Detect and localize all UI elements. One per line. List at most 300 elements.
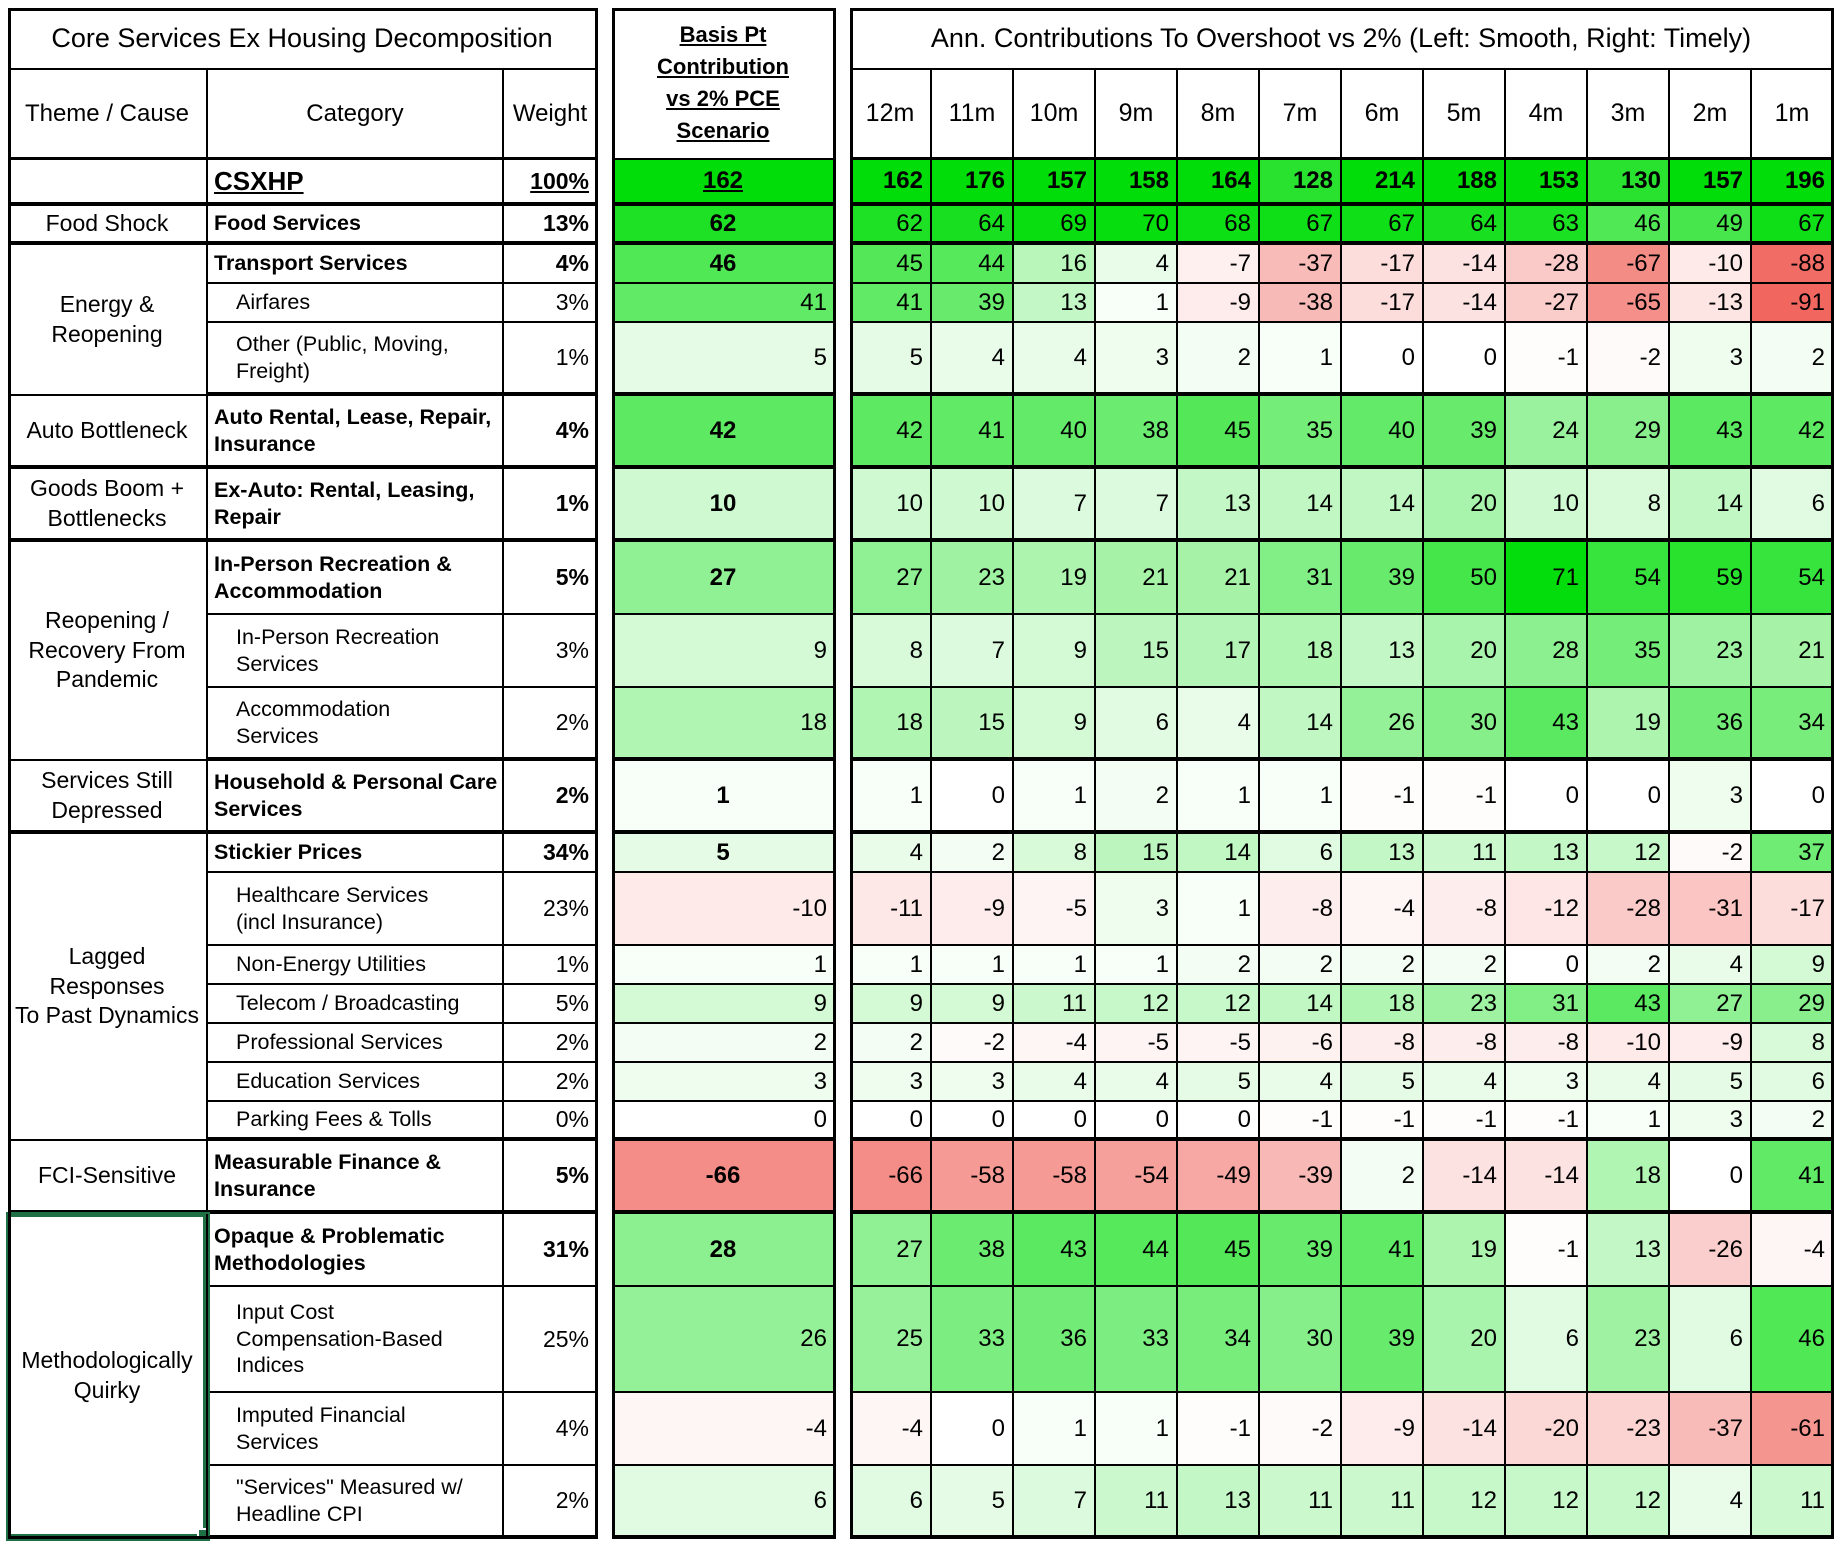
value-cell-stickier-prices-5m[interactable]: 11 (1424, 834, 1506, 873)
value-cell-professional-services-3m[interactable]: -10 (1588, 1024, 1670, 1063)
value-cell-input-cost-compensation-based-indices-3m[interactable]: 23 (1588, 1287, 1670, 1393)
value-cell-airfares-1m[interactable]: -91 (1752, 284, 1834, 323)
value-cell-telecom-broadcasting-2m[interactable]: 27 (1670, 985, 1752, 1024)
value-cell-healthcare-services-incl-insurance-5m[interactable]: -8 (1424, 873, 1506, 946)
theme-cell-food-shock[interactable] (8, 206, 208, 245)
basis-cell-stickier-prices[interactable]: 5 (612, 834, 836, 873)
basis-cell-transport-services[interactable]: 46 (612, 245, 836, 284)
weight-cell-in-person-recreation-services[interactable]: 3% (504, 615, 598, 688)
value-cell-in-person-recreation-services-12m[interactable]: 8 (850, 615, 932, 688)
value-cell-imputed-financial-services-4m[interactable]: -20 (1506, 1393, 1588, 1466)
theme-cell-fci-sensitive[interactable] (8, 1141, 208, 1214)
value-cell-measurable-finance-insurance-1m[interactable]: 41 (1752, 1141, 1834, 1214)
category-cell-imputed-financial-services[interactable] (208, 1393, 504, 1466)
value-cell-parking-fees-tolls-8m[interactable]: 0 (1178, 1102, 1260, 1141)
value-cell-professional-services-6m[interactable]: -8 (1342, 1024, 1424, 1063)
value-cell-services-measured-w-headline-cpi-7m[interactable]: 11 (1260, 1466, 1342, 1539)
value-cell-input-cost-compensation-based-indices-6m[interactable]: 39 (1342, 1287, 1424, 1393)
value-cell-household-personal-care-services-12m[interactable]: 1 (850, 761, 932, 834)
value-cell-csxhp-2m[interactable]: 157 (1670, 160, 1752, 206)
value-cell-csxhp-11m[interactable]: 176 (932, 160, 1014, 206)
value-cell-telecom-broadcasting-8m[interactable]: 12 (1178, 985, 1260, 1024)
theme-cell-methodologically-quirky[interactable] (8, 1214, 208, 1539)
value-cell-opaque-problematic-methodologies-12m[interactable]: 27 (850, 1214, 932, 1287)
value-cell-services-measured-w-headline-cpi-8m[interactable]: 13 (1178, 1466, 1260, 1539)
value-cell-transport-services-6m[interactable]: -17 (1342, 245, 1424, 284)
value-cell-in-person-recreation-accommodation-6m[interactable]: 39 (1342, 542, 1424, 615)
value-cell-non-energy-utilities-5m[interactable]: 2 (1424, 946, 1506, 985)
value-cell-food-services-3m[interactable]: 46 (1588, 206, 1670, 245)
value-cell-non-energy-utilities-1m[interactable]: 9 (1752, 946, 1834, 985)
value-cell-stickier-prices-7m[interactable]: 6 (1260, 834, 1342, 873)
basis-cell-input-cost-compensation-based-indices[interactable]: 26 (612, 1287, 836, 1393)
value-cell-measurable-finance-insurance-12m[interactable]: -66 (850, 1141, 932, 1214)
value-cell-household-personal-care-services-4m[interactable]: 0 (1506, 761, 1588, 834)
value-cell-other-public-moving-freight-4m[interactable]: -1 (1506, 323, 1588, 396)
value-cell-measurable-finance-insurance-7m[interactable]: -39 (1260, 1141, 1342, 1214)
theme-cell-auto-bottleneck[interactable] (8, 396, 208, 469)
value-cell-airfares-6m[interactable]: -17 (1342, 284, 1424, 323)
value-cell-measurable-finance-insurance-3m[interactable]: 18 (1588, 1141, 1670, 1214)
weight-cell-parking-fees-tolls[interactable]: 0% (504, 1102, 598, 1141)
value-cell-in-person-recreation-services-4m[interactable]: 28 (1506, 615, 1588, 688)
value-cell-input-cost-compensation-based-indices-7m[interactable]: 30 (1260, 1287, 1342, 1393)
value-cell-csxhp-3m[interactable]: 130 (1588, 160, 1670, 206)
value-cell-auto-rental-lease-repair-insurance-8m[interactable]: 45 (1178, 396, 1260, 469)
value-cell-parking-fees-tolls-4m[interactable]: -1 (1506, 1102, 1588, 1141)
category-cell-other-public-moving-freight[interactable] (208, 323, 504, 396)
value-cell-services-measured-w-headline-cpi-3m[interactable]: 12 (1588, 1466, 1670, 1539)
value-cell-education-services-8m[interactable]: 5 (1178, 1063, 1260, 1102)
theme-cell-services-still-depressed[interactable] (8, 761, 208, 834)
basis-cell-food-services[interactable]: 62 (612, 206, 836, 245)
category-cell-opaque-problematic-methodologies[interactable] (208, 1214, 504, 1287)
value-cell-airfares-7m[interactable]: -38 (1260, 284, 1342, 323)
value-cell-opaque-problematic-methodologies-1m[interactable]: -4 (1752, 1214, 1834, 1287)
value-cell-stickier-prices-11m[interactable]: 2 (932, 834, 1014, 873)
value-cell-imputed-financial-services-12m[interactable]: -4 (850, 1393, 932, 1466)
category-cell-food-services[interactable] (208, 206, 504, 245)
value-cell-in-person-recreation-accommodation-1m[interactable]: 54 (1752, 542, 1834, 615)
theme-cell-reopening-recovery-from-pandemic[interactable] (8, 542, 208, 761)
month-header-3m[interactable]: 3m (1588, 70, 1670, 160)
value-cell-imputed-financial-services-2m[interactable]: -37 (1670, 1393, 1752, 1466)
header-weight[interactable] (504, 70, 598, 160)
value-cell-parking-fees-tolls-6m[interactable]: -1 (1342, 1102, 1424, 1141)
value-cell-in-person-recreation-services-7m[interactable]: 18 (1260, 615, 1342, 688)
value-cell-other-public-moving-freight-1m[interactable]: 2 (1752, 323, 1834, 396)
weight-cell-food-services[interactable]: 13% (504, 206, 598, 245)
value-cell-professional-services-1m[interactable]: 8 (1752, 1024, 1834, 1063)
value-cell-services-measured-w-headline-cpi-10m[interactable]: 7 (1014, 1466, 1096, 1539)
value-cell-household-personal-care-services-6m[interactable]: -1 (1342, 761, 1424, 834)
value-cell-auto-rental-lease-repair-insurance-2m[interactable]: 43 (1670, 396, 1752, 469)
value-cell-opaque-problematic-methodologies-3m[interactable]: 13 (1588, 1214, 1670, 1287)
value-cell-non-energy-utilities-8m[interactable]: 2 (1178, 946, 1260, 985)
value-cell-parking-fees-tolls-11m[interactable]: 0 (932, 1102, 1014, 1141)
value-cell-transport-services-1m[interactable]: -88 (1752, 245, 1834, 284)
value-cell-measurable-finance-insurance-10m[interactable]: -58 (1014, 1141, 1096, 1214)
basis-cell-ex-auto-rental-leasing-repair[interactable]: 10 (612, 469, 836, 542)
weight-cell-csxhp[interactable]: 100% (504, 160, 598, 206)
value-cell-food-services-6m[interactable]: 67 (1342, 206, 1424, 245)
weight-cell-airfares[interactable]: 3% (504, 284, 598, 323)
value-cell-airfares-4m[interactable]: -27 (1506, 284, 1588, 323)
value-cell-stickier-prices-12m[interactable]: 4 (850, 834, 932, 873)
value-cell-services-measured-w-headline-cpi-12m[interactable]: 6 (850, 1466, 932, 1539)
value-cell-services-measured-w-headline-cpi-9m[interactable]: 11 (1096, 1466, 1178, 1539)
value-cell-ex-auto-rental-leasing-repair-5m[interactable]: 20 (1424, 469, 1506, 542)
value-cell-opaque-problematic-methodologies-9m[interactable]: 44 (1096, 1214, 1178, 1287)
value-cell-healthcare-services-incl-insurance-1m[interactable]: -17 (1752, 873, 1834, 946)
theme-cell-goods-boom-bottlenecks[interactable] (8, 469, 208, 542)
value-cell-other-public-moving-freight-2m[interactable]: 3 (1670, 323, 1752, 396)
value-cell-non-energy-utilities-6m[interactable]: 2 (1342, 946, 1424, 985)
value-cell-other-public-moving-freight-12m[interactable]: 5 (850, 323, 932, 396)
value-cell-professional-services-9m[interactable]: -5 (1096, 1024, 1178, 1063)
value-cell-accommodation-services-6m[interactable]: 26 (1342, 688, 1424, 761)
value-cell-education-services-4m[interactable]: 3 (1506, 1063, 1588, 1102)
value-cell-professional-services-12m[interactable]: 2 (850, 1024, 932, 1063)
basis-cell-healthcare-services-incl-insurance[interactable]: -10 (612, 873, 836, 946)
value-cell-non-energy-utilities-10m[interactable]: 1 (1014, 946, 1096, 985)
basis-cell-professional-services[interactable]: 2 (612, 1024, 836, 1063)
value-cell-in-person-recreation-accommodation-7m[interactable]: 31 (1260, 542, 1342, 615)
value-cell-professional-services-4m[interactable]: -8 (1506, 1024, 1588, 1063)
theme-cell-energy-reopening[interactable] (8, 245, 208, 396)
value-cell-food-services-10m[interactable]: 69 (1014, 206, 1096, 245)
month-header-11m[interactable]: 11m (932, 70, 1014, 160)
value-cell-imputed-financial-services-3m[interactable]: -23 (1588, 1393, 1670, 1466)
value-cell-telecom-broadcasting-9m[interactable]: 12 (1096, 985, 1178, 1024)
weight-cell-input-cost-compensation-based-indices[interactable]: 25% (504, 1287, 598, 1393)
basis-cell-csxhp[interactable]: 162 (612, 160, 836, 206)
basis-cell-parking-fees-tolls[interactable]: 0 (612, 1102, 836, 1141)
value-cell-auto-rental-lease-repair-insurance-5m[interactable]: 39 (1424, 396, 1506, 469)
value-cell-csxhp-1m[interactable]: 196 (1752, 160, 1834, 206)
value-cell-transport-services-8m[interactable]: -7 (1178, 245, 1260, 284)
value-cell-non-energy-utilities-12m[interactable]: 1 (850, 946, 932, 985)
value-cell-airfares-3m[interactable]: -65 (1588, 284, 1670, 323)
value-cell-services-measured-w-headline-cpi-4m[interactable]: 12 (1506, 1466, 1588, 1539)
month-header-5m[interactable]: 5m (1424, 70, 1506, 160)
value-cell-non-energy-utilities-4m[interactable]: 0 (1506, 946, 1588, 985)
category-cell-household-personal-care-services[interactable] (208, 761, 504, 834)
value-cell-healthcare-services-incl-insurance-11m[interactable]: -9 (932, 873, 1014, 946)
weight-cell-household-personal-care-services[interactable]: 2% (504, 761, 598, 834)
value-cell-telecom-broadcasting-3m[interactable]: 43 (1588, 985, 1670, 1024)
value-cell-csxhp-12m[interactable]: 162 (850, 160, 932, 206)
value-cell-healthcare-services-incl-insurance-6m[interactable]: -4 (1342, 873, 1424, 946)
category-cell-transport-services[interactable] (208, 245, 504, 284)
weight-cell-transport-services[interactable]: 4% (504, 245, 598, 284)
value-cell-stickier-prices-6m[interactable]: 13 (1342, 834, 1424, 873)
value-cell-airfares-2m[interactable]: -13 (1670, 284, 1752, 323)
value-cell-in-person-recreation-services-3m[interactable]: 35 (1588, 615, 1670, 688)
value-cell-auto-rental-lease-repair-insurance-1m[interactable]: 42 (1752, 396, 1834, 469)
weight-cell-stickier-prices[interactable]: 34% (504, 834, 598, 873)
weight-cell-telecom-broadcasting[interactable]: 5% (504, 985, 598, 1024)
value-cell-opaque-problematic-methodologies-8m[interactable]: 45 (1178, 1214, 1260, 1287)
value-cell-parking-fees-tolls-9m[interactable]: 0 (1096, 1102, 1178, 1141)
value-cell-education-services-9m[interactable]: 4 (1096, 1063, 1178, 1102)
value-cell-stickier-prices-1m[interactable]: 37 (1752, 834, 1834, 873)
value-cell-household-personal-care-services-11m[interactable]: 0 (932, 761, 1014, 834)
month-header-9m[interactable]: 9m (1096, 70, 1178, 160)
weight-cell-healthcare-services-incl-insurance[interactable]: 23% (504, 873, 598, 946)
value-cell-healthcare-services-incl-insurance-12m[interactable]: -11 (850, 873, 932, 946)
header-theme-cause[interactable] (8, 70, 208, 160)
value-cell-stickier-prices-8m[interactable]: 14 (1178, 834, 1260, 873)
value-cell-imputed-financial-services-6m[interactable]: -9 (1342, 1393, 1424, 1466)
value-cell-parking-fees-tolls-12m[interactable]: 0 (850, 1102, 932, 1141)
category-cell-non-energy-utilities[interactable] (208, 946, 504, 985)
weight-cell-education-services[interactable]: 2% (504, 1063, 598, 1102)
value-cell-education-services-7m[interactable]: 4 (1260, 1063, 1342, 1102)
basis-cell-airfares[interactable]: 41 (612, 284, 836, 323)
value-cell-accommodation-services-7m[interactable]: 14 (1260, 688, 1342, 761)
value-cell-airfares-12m[interactable]: 41 (850, 284, 932, 323)
value-cell-in-person-recreation-services-2m[interactable]: 23 (1670, 615, 1752, 688)
value-cell-parking-fees-tolls-10m[interactable]: 0 (1014, 1102, 1096, 1141)
basis-cell-services-measured-w-headline-cpi[interactable]: 6 (612, 1466, 836, 1539)
value-cell-household-personal-care-services-5m[interactable]: -1 (1424, 761, 1506, 834)
value-cell-household-personal-care-services-7m[interactable]: 1 (1260, 761, 1342, 834)
value-cell-household-personal-care-services-10m[interactable]: 1 (1014, 761, 1096, 834)
category-cell-services-measured-w-headline-cpi[interactable] (208, 1466, 504, 1539)
basis-cell-non-energy-utilities[interactable]: 1 (612, 946, 836, 985)
value-cell-in-person-recreation-services-8m[interactable]: 17 (1178, 615, 1260, 688)
value-cell-transport-services-5m[interactable]: -14 (1424, 245, 1506, 284)
value-cell-food-services-9m[interactable]: 70 (1096, 206, 1178, 245)
month-header-8m[interactable]: 8m (1178, 70, 1260, 160)
basis-cell-imputed-financial-services[interactable]: -4 (612, 1393, 836, 1466)
category-cell-parking-fees-tolls[interactable] (208, 1102, 504, 1141)
value-cell-food-services-12m[interactable]: 62 (850, 206, 932, 245)
value-cell-ex-auto-rental-leasing-repair-9m[interactable]: 7 (1096, 469, 1178, 542)
category-cell-airfares[interactable] (208, 284, 504, 323)
value-cell-ex-auto-rental-leasing-repair-11m[interactable]: 10 (932, 469, 1014, 542)
value-cell-ex-auto-rental-leasing-repair-1m[interactable]: 6 (1752, 469, 1834, 542)
category-cell-csxhp[interactable] (208, 160, 504, 206)
value-cell-transport-services-4m[interactable]: -28 (1506, 245, 1588, 284)
value-cell-non-energy-utilities-9m[interactable]: 1 (1096, 946, 1178, 985)
value-cell-imputed-financial-services-8m[interactable]: -1 (1178, 1393, 1260, 1466)
value-cell-healthcare-services-incl-insurance-3m[interactable]: -28 (1588, 873, 1670, 946)
value-cell-household-personal-care-services-1m[interactable]: 0 (1752, 761, 1834, 834)
value-cell-stickier-prices-4m[interactable]: 13 (1506, 834, 1588, 873)
value-cell-airfares-9m[interactable]: 1 (1096, 284, 1178, 323)
value-cell-input-cost-compensation-based-indices-12m[interactable]: 25 (850, 1287, 932, 1393)
value-cell-telecom-broadcasting-7m[interactable]: 14 (1260, 985, 1342, 1024)
value-cell-accommodation-services-5m[interactable]: 30 (1424, 688, 1506, 761)
value-cell-telecom-broadcasting-11m[interactable]: 9 (932, 985, 1014, 1024)
basis-cell-in-person-recreation-accommodation[interactable]: 27 (612, 542, 836, 615)
value-cell-other-public-moving-freight-3m[interactable]: -2 (1588, 323, 1670, 396)
value-cell-food-services-8m[interactable]: 68 (1178, 206, 1260, 245)
value-cell-imputed-financial-services-7m[interactable]: -2 (1260, 1393, 1342, 1466)
weight-cell-accommodation-services[interactable]: 2% (504, 688, 598, 761)
value-cell-ex-auto-rental-leasing-repair-10m[interactable]: 7 (1014, 469, 1096, 542)
value-cell-telecom-broadcasting-5m[interactable]: 23 (1424, 985, 1506, 1024)
value-cell-measurable-finance-insurance-9m[interactable]: -54 (1096, 1141, 1178, 1214)
value-cell-other-public-moving-freight-7m[interactable]: 1 (1260, 323, 1342, 396)
value-cell-other-public-moving-freight-9m[interactable]: 3 (1096, 323, 1178, 396)
value-cell-other-public-moving-freight-11m[interactable]: 4 (932, 323, 1014, 396)
value-cell-input-cost-compensation-based-indices-5m[interactable]: 20 (1424, 1287, 1506, 1393)
value-cell-accommodation-services-10m[interactable]: 9 (1014, 688, 1096, 761)
value-cell-measurable-finance-insurance-6m[interactable]: 2 (1342, 1141, 1424, 1214)
value-cell-csxhp-5m[interactable]: 188 (1424, 160, 1506, 206)
theme-cell-csxhp[interactable] (8, 160, 208, 206)
value-cell-accommodation-services-8m[interactable]: 4 (1178, 688, 1260, 761)
category-cell-input-cost-compensation-based-indices[interactable] (208, 1287, 504, 1393)
weight-cell-professional-services[interactable]: 2% (504, 1024, 598, 1063)
category-cell-accommodation-services[interactable] (208, 688, 504, 761)
value-cell-csxhp-4m[interactable]: 153 (1506, 160, 1588, 206)
value-cell-telecom-broadcasting-4m[interactable]: 31 (1506, 985, 1588, 1024)
value-cell-in-person-recreation-accommodation-12m[interactable]: 27 (850, 542, 932, 615)
value-cell-measurable-finance-insurance-5m[interactable]: -14 (1424, 1141, 1506, 1214)
value-cell-telecom-broadcasting-12m[interactable]: 9 (850, 985, 932, 1024)
value-cell-ex-auto-rental-leasing-repair-4m[interactable]: 10 (1506, 469, 1588, 542)
weight-cell-imputed-financial-services[interactable]: 4% (504, 1393, 598, 1466)
value-cell-auto-rental-lease-repair-insurance-6m[interactable]: 40 (1342, 396, 1424, 469)
basis-cell-other-public-moving-freight[interactable]: 5 (612, 323, 836, 396)
value-cell-accommodation-services-9m[interactable]: 6 (1096, 688, 1178, 761)
value-cell-healthcare-services-incl-insurance-10m[interactable]: -5 (1014, 873, 1096, 946)
value-cell-transport-services-9m[interactable]: 4 (1096, 245, 1178, 284)
value-cell-input-cost-compensation-based-indices-11m[interactable]: 33 (932, 1287, 1014, 1393)
value-cell-auto-rental-lease-repair-insurance-9m[interactable]: 38 (1096, 396, 1178, 469)
value-cell-auto-rental-lease-repair-insurance-3m[interactable]: 29 (1588, 396, 1670, 469)
month-header-4m[interactable]: 4m (1506, 70, 1588, 160)
value-cell-csxhp-9m[interactable]: 158 (1096, 160, 1178, 206)
value-cell-opaque-problematic-methodologies-6m[interactable]: 41 (1342, 1214, 1424, 1287)
value-cell-parking-fees-tolls-1m[interactable]: 2 (1752, 1102, 1834, 1141)
value-cell-food-services-5m[interactable]: 64 (1424, 206, 1506, 245)
value-cell-measurable-finance-insurance-8m[interactable]: -49 (1178, 1141, 1260, 1214)
value-cell-food-services-2m[interactable]: 49 (1670, 206, 1752, 245)
category-cell-healthcare-services-incl-insurance[interactable] (208, 873, 504, 946)
value-cell-healthcare-services-incl-insurance-4m[interactable]: -12 (1506, 873, 1588, 946)
value-cell-ex-auto-rental-leasing-repair-3m[interactable]: 8 (1588, 469, 1670, 542)
value-cell-auto-rental-lease-repair-insurance-4m[interactable]: 24 (1506, 396, 1588, 469)
value-cell-imputed-financial-services-1m[interactable]: -61 (1752, 1393, 1834, 1466)
category-cell-professional-services[interactable] (208, 1024, 504, 1063)
value-cell-in-person-recreation-accommodation-11m[interactable]: 23 (932, 542, 1014, 615)
value-cell-input-cost-compensation-based-indices-4m[interactable]: 6 (1506, 1287, 1588, 1393)
value-cell-airfares-8m[interactable]: -9 (1178, 284, 1260, 323)
category-cell-in-person-recreation-services[interactable] (208, 615, 504, 688)
value-cell-education-services-10m[interactable]: 4 (1014, 1063, 1096, 1102)
weight-cell-in-person-recreation-accommodation[interactable]: 5% (504, 542, 598, 615)
value-cell-auto-rental-lease-repair-insurance-11m[interactable]: 41 (932, 396, 1014, 469)
value-cell-in-person-recreation-services-6m[interactable]: 13 (1342, 615, 1424, 688)
value-cell-transport-services-10m[interactable]: 16 (1014, 245, 1096, 284)
value-cell-in-person-recreation-services-9m[interactable]: 15 (1096, 615, 1178, 688)
value-cell-in-person-recreation-accommodation-4m[interactable]: 71 (1506, 542, 1588, 615)
value-cell-household-personal-care-services-2m[interactable]: 3 (1670, 761, 1752, 834)
value-cell-healthcare-services-incl-insurance-9m[interactable]: 3 (1096, 873, 1178, 946)
weight-cell-other-public-moving-freight[interactable]: 1% (504, 323, 598, 396)
value-cell-imputed-financial-services-11m[interactable]: 0 (932, 1393, 1014, 1466)
value-cell-services-measured-w-headline-cpi-5m[interactable]: 12 (1424, 1466, 1506, 1539)
value-cell-stickier-prices-2m[interactable]: -2 (1670, 834, 1752, 873)
basis-cell-auto-rental-lease-repair-insurance[interactable]: 42 (612, 396, 836, 469)
value-cell-education-services-5m[interactable]: 4 (1424, 1063, 1506, 1102)
value-cell-other-public-moving-freight-6m[interactable]: 0 (1342, 323, 1424, 396)
value-cell-food-services-7m[interactable]: 67 (1260, 206, 1342, 245)
value-cell-telecom-broadcasting-1m[interactable]: 29 (1752, 985, 1834, 1024)
basis-cell-education-services[interactable]: 3 (612, 1063, 836, 1102)
value-cell-professional-services-2m[interactable]: -9 (1670, 1024, 1752, 1063)
weight-cell-measurable-finance-insurance[interactable]: 5% (504, 1141, 598, 1214)
value-cell-food-services-4m[interactable]: 63 (1506, 206, 1588, 245)
value-cell-in-person-recreation-accommodation-2m[interactable]: 59 (1670, 542, 1752, 615)
value-cell-imputed-financial-services-9m[interactable]: 1 (1096, 1393, 1178, 1466)
value-cell-ex-auto-rental-leasing-repair-6m[interactable]: 14 (1342, 469, 1424, 542)
category-cell-auto-rental-lease-repair-insurance[interactable] (208, 396, 504, 469)
category-cell-measurable-finance-insurance[interactable] (208, 1141, 504, 1214)
value-cell-non-energy-utilities-3m[interactable]: 2 (1588, 946, 1670, 985)
value-cell-auto-rental-lease-repair-insurance-12m[interactable]: 42 (850, 396, 932, 469)
basis-cell-telecom-broadcasting[interactable]: 9 (612, 985, 836, 1024)
basis-cell-accommodation-services[interactable]: 18 (612, 688, 836, 761)
value-cell-education-services-1m[interactable]: 6 (1752, 1063, 1834, 1102)
value-cell-opaque-problematic-methodologies-7m[interactable]: 39 (1260, 1214, 1342, 1287)
value-cell-services-measured-w-headline-cpi-11m[interactable]: 5 (932, 1466, 1014, 1539)
basis-cell-household-personal-care-services[interactable]: 1 (612, 761, 836, 834)
value-cell-accommodation-services-4m[interactable]: 43 (1506, 688, 1588, 761)
month-header-2m[interactable]: 2m (1670, 70, 1752, 160)
value-cell-input-cost-compensation-based-indices-2m[interactable]: 6 (1670, 1287, 1752, 1393)
value-cell-opaque-problematic-methodologies-11m[interactable]: 38 (932, 1214, 1014, 1287)
value-cell-in-person-recreation-accommodation-3m[interactable]: 54 (1588, 542, 1670, 615)
value-cell-ex-auto-rental-leasing-repair-2m[interactable]: 14 (1670, 469, 1752, 542)
value-cell-input-cost-compensation-based-indices-10m[interactable]: 36 (1014, 1287, 1096, 1393)
category-cell-telecom-broadcasting[interactable] (208, 985, 504, 1024)
value-cell-csxhp-7m[interactable]: 128 (1260, 160, 1342, 206)
value-cell-healthcare-services-incl-insurance-8m[interactable]: 1 (1178, 873, 1260, 946)
value-cell-ex-auto-rental-leasing-repair-8m[interactable]: 13 (1178, 469, 1260, 542)
category-cell-education-services[interactable] (208, 1063, 504, 1102)
value-cell-accommodation-services-12m[interactable]: 18 (850, 688, 932, 761)
value-cell-auto-rental-lease-repair-insurance-7m[interactable]: 35 (1260, 396, 1342, 469)
value-cell-in-person-recreation-accommodation-5m[interactable]: 50 (1424, 542, 1506, 615)
value-cell-airfares-10m[interactable]: 13 (1014, 284, 1096, 323)
value-cell-professional-services-8m[interactable]: -5 (1178, 1024, 1260, 1063)
value-cell-household-personal-care-services-9m[interactable]: 2 (1096, 761, 1178, 834)
value-cell-professional-services-5m[interactable]: -8 (1424, 1024, 1506, 1063)
value-cell-csxhp-10m[interactable]: 157 (1014, 160, 1096, 206)
value-cell-opaque-problematic-methodologies-2m[interactable]: -26 (1670, 1214, 1752, 1287)
value-cell-csxhp-6m[interactable]: 214 (1342, 160, 1424, 206)
weight-cell-services-measured-w-headline-cpi[interactable]: 2% (504, 1466, 598, 1539)
value-cell-parking-fees-tolls-3m[interactable]: 1 (1588, 1102, 1670, 1141)
value-cell-household-personal-care-services-3m[interactable]: 0 (1588, 761, 1670, 834)
value-cell-education-services-2m[interactable]: 5 (1670, 1063, 1752, 1102)
value-cell-professional-services-11m[interactable]: -2 (932, 1024, 1014, 1063)
value-cell-accommodation-services-3m[interactable]: 19 (1588, 688, 1670, 761)
category-cell-in-person-recreation-accommodation[interactable] (208, 542, 504, 615)
value-cell-ex-auto-rental-leasing-repair-7m[interactable]: 14 (1260, 469, 1342, 542)
value-cell-other-public-moving-freight-5m[interactable]: 0 (1424, 323, 1506, 396)
value-cell-in-person-recreation-accommodation-9m[interactable]: 21 (1096, 542, 1178, 615)
value-cell-parking-fees-tolls-5m[interactable]: -1 (1424, 1102, 1506, 1141)
value-cell-food-services-11m[interactable]: 64 (932, 206, 1014, 245)
value-cell-other-public-moving-freight-10m[interactable]: 4 (1014, 323, 1096, 396)
